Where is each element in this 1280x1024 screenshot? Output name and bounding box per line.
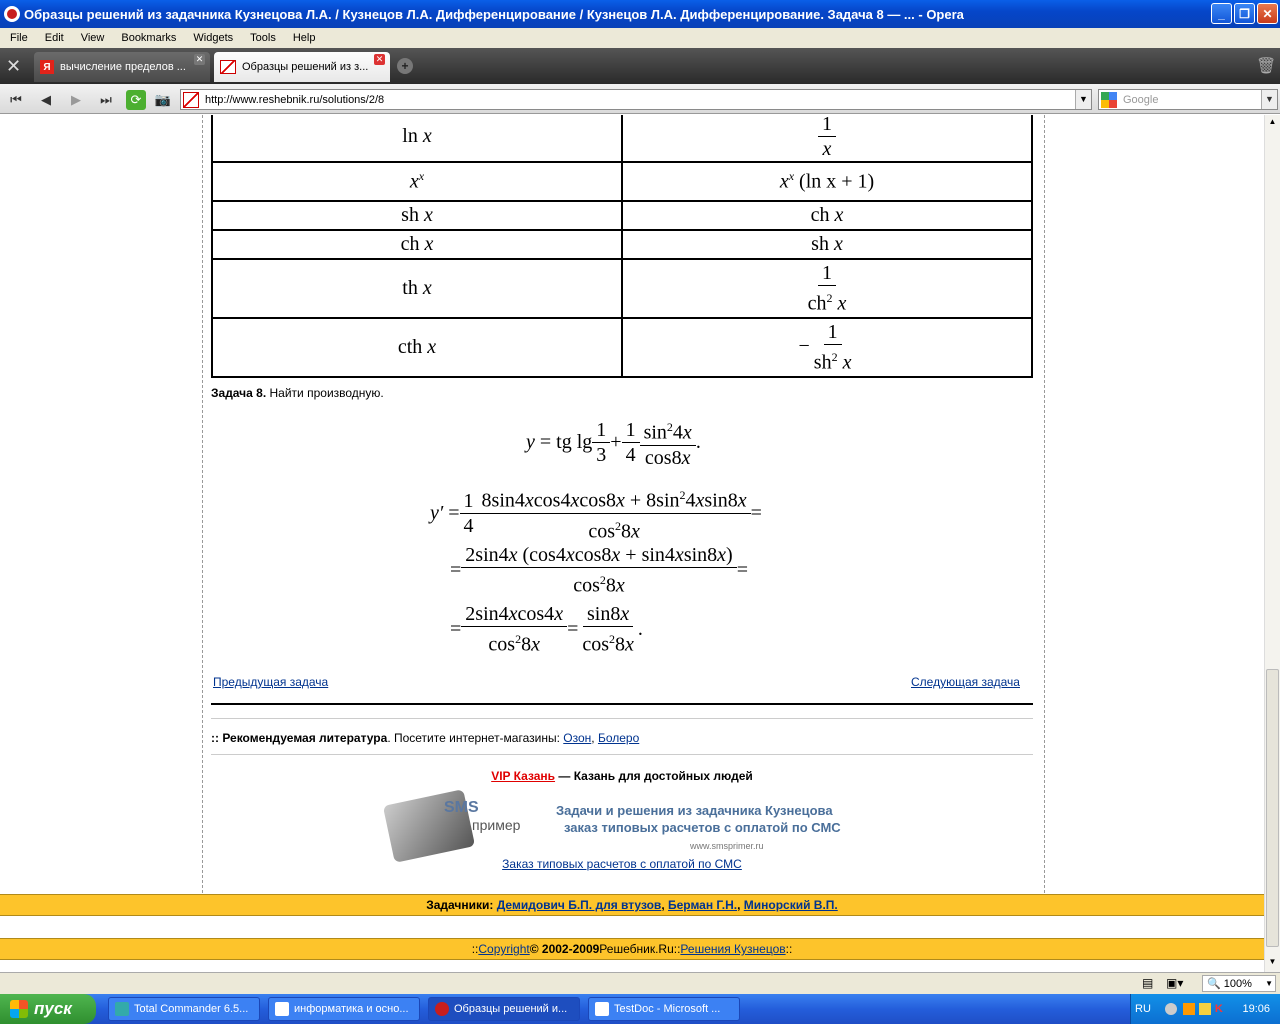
footer-books-bar: Задачники: Демидович Б.П. для втузов, Берман Г.Н., Минорский В.П.: [0, 894, 1264, 916]
maximize-button[interactable]: ❐: [1234, 3, 1255, 24]
bolero-link[interactable]: Болеро: [597, 731, 640, 745]
site-icon: [183, 92, 199, 108]
yandex-icon: Я: [40, 60, 54, 74]
table-row: sh x ch x: [212, 201, 1032, 230]
sms-banner[interactable]: [388, 797, 858, 857]
menu-bar: [0, 28, 1280, 48]
fast-forward-icon[interactable]: ⏭: [100, 92, 112, 107]
start-button[interactable]: пуск: [0, 994, 96, 1024]
copyright-link[interactable]: Copyright: [478, 942, 530, 956]
zoom-control[interactable]: [1202, 975, 1276, 992]
chevron-down-icon[interactable]: ▼: [1075, 90, 1091, 109]
reshebnik-icon: [220, 60, 236, 74]
menu-edit[interactable]: Edit: [44, 32, 64, 44]
berman-link[interactable]: Берман Г.Н.: [667, 898, 738, 912]
task-formula: y = tg lg 1 3 + 1 4 $\sin^24x$ cos8x .: [526, 415, 701, 470]
rewind-icon[interactable]: ⏮: [10, 92, 22, 107]
sms-url: www.smsprimer.ru: [690, 841, 764, 851]
menu-bookmarks[interactable]: Bookmarks: [121, 32, 177, 44]
vertical-scrollbar[interactable]: [1264, 115, 1280, 972]
chevron-down-icon: ▼: [1265, 979, 1273, 988]
network-icon[interactable]: [1165, 1003, 1177, 1015]
divider: [211, 718, 1033, 719]
taskbar: [0, 994, 1280, 1024]
images-icon[interactable]: ▣▾: [1166, 976, 1184, 990]
trash-icon[interactable]: 🗑: [1256, 58, 1277, 75]
window-title: Образцы решений из задачника Кузнецова Л.А. / Кузнецов Л.А. Дифференцирование / Кузнецов Л.А. Дифференцирование. Задача 8 — ... - Opera: [24, 6, 964, 22]
scrollbar-thumb[interactable]: [1266, 669, 1279, 947]
menu-widgets[interactable]: Widgets: [193, 32, 234, 44]
sms-subtitle: пример: [472, 817, 521, 833]
derivatives-table: [211, 115, 1033, 378]
system-tray: [1130, 994, 1280, 1024]
menu-tools[interactable]: Tools: [250, 32, 276, 44]
page-content: [0, 115, 1264, 972]
tools-icon[interactable]: ✕: [6, 56, 22, 76]
zoom-level: 100%: [1223, 977, 1252, 990]
menu-file[interactable]: File: [10, 32, 28, 44]
table-row: ch x sh x: [212, 230, 1032, 259]
camera-icon[interactable]: 📷: [154, 92, 172, 107]
address-url[interactable]: http://www.reshebnik.ru/solutions/2/8: [205, 93, 385, 106]
tab-limits[interactable]: [34, 52, 210, 82]
zoom-icon: 🔍: [1207, 978, 1221, 990]
panels-icon[interactable]: ▤: [1142, 976, 1154, 990]
scroll-down-icon[interactable]: ▼: [1268, 957, 1277, 966]
close-window-button[interactable]: ✕: [1257, 3, 1278, 24]
vip-line: VIP Казань — Казань для достойных людей: [491, 769, 753, 783]
task-testdoc[interactable]: TestDoc - Microsoft ...: [588, 997, 740, 1021]
search-placeholder: Google: [1123, 93, 1159, 106]
chevron-down-icon[interactable]: ▼: [1261, 90, 1277, 109]
sms-title: SMS: [444, 799, 479, 816]
solution-step-3: = 2sin4xcos4x $\cos^28x$ = sin8x $\cos^28x$ .: [450, 603, 643, 656]
table-row: cth x − $\frac{1}{sh^2 x}$: [212, 318, 1032, 377]
reload-icon[interactable]: ⟳: [126, 90, 146, 110]
solution-step-1: y′ = 1 4 $8\sin 4xcos4xcos8x + 8\sin^24xsin8x$ $\cos^28x$ =: [430, 483, 762, 543]
table-row: ln x $\frac{1}{x}$: [212, 115, 1032, 162]
tab-label: вычисление пределов ...: [60, 61, 186, 73]
tab-label: Образцы решений из з...: [242, 61, 369, 73]
prev-task-link[interactable]: Предыдущая задача: [213, 675, 329, 689]
literature-line: :: Рекомендуемая литература. Посетите интернет-магазины: Озон, Болеро: [211, 731, 640, 745]
forward-icon[interactable]: ▶: [71, 92, 81, 107]
table-row: th x $\frac{1}{ch^2 x}$: [212, 259, 1032, 318]
opera-icon: [4, 6, 20, 22]
task-word-informatics[interactable]: информатика и осно...: [268, 997, 420, 1021]
menu-help[interactable]: Help: [292, 32, 316, 44]
navigation-bar: [0, 84, 1280, 114]
new-tab-icon[interactable]: +: [397, 58, 413, 74]
demidovich-link[interactable]: Демидович Б.П. для втузов: [496, 898, 662, 912]
back-icon[interactable]: ◀: [41, 92, 51, 107]
minorsky-link[interactable]: Минорский В.П.: [743, 898, 838, 912]
folder-icon[interactable]: [1199, 1003, 1211, 1015]
search-field[interactable]: [1098, 89, 1278, 110]
media-icon[interactable]: [1183, 1003, 1195, 1015]
window-title-bar: [0, 0, 1280, 28]
tab-close-icon[interactable]: ✕: [375, 54, 384, 64]
word-icon: [595, 1002, 609, 1016]
task-heading: Задача 8. Найти производную.: [211, 386, 384, 400]
word-icon: [275, 1002, 289, 1016]
sms-order-link[interactable]: Заказ типовых расчетов с оплатой по СМС: [502, 857, 742, 871]
task-opera[interactable]: Образцы решений и...: [428, 997, 580, 1021]
divider: [211, 703, 1033, 705]
status-bar: [0, 972, 1280, 994]
tab-solutions[interactable]: [214, 52, 390, 82]
google-icon: [1101, 92, 1117, 108]
kuznetsov-solutions-link[interactable]: Решения Кузнецов: [680, 942, 786, 956]
menu-view[interactable]: View: [80, 32, 105, 44]
antivirus-icon[interactable]: K: [1214, 1003, 1223, 1015]
sms-line2: заказ типовых расчетов с оплатой по СМС: [564, 820, 841, 835]
footer-copyright-bar: :: Copyright © 2002-2009 Решебник.Ru :: Решения Кузнецов ::: [0, 938, 1264, 960]
clock: 19:06: [1242, 1003, 1270, 1015]
sms-line1: Задачи и решения из задачника Кузнецова: [556, 803, 833, 818]
task-total-commander[interactable]: Total Commander 6.5...: [108, 997, 260, 1021]
scroll-up-icon[interactable]: ▲: [1268, 117, 1277, 126]
solution-step-2: = 2sin4x (cos4xcos8x + sin4xsin8x) $\cos^28x$ =: [450, 544, 748, 597]
table-row: $x^x$ $x^x$ (ln x + 1): [212, 162, 1032, 201]
language-indicator[interactable]: RU: [1135, 1003, 1151, 1015]
opera-icon: [435, 1002, 449, 1016]
divider: [211, 754, 1033, 755]
tab-bar: [0, 48, 1280, 84]
next-task-link[interactable]: Следующая задача: [911, 675, 1020, 689]
ozon-link[interactable]: Озон: [563, 731, 592, 745]
tab-close-icon[interactable]: ✕: [195, 54, 204, 64]
total-commander-icon: [115, 1002, 129, 1016]
minimize-button[interactable]: _: [1211, 3, 1232, 24]
address-bar[interactable]: [180, 89, 1092, 110]
windows-logo-icon: [10, 1000, 28, 1018]
vip-link[interactable]: VIP Казань: [491, 769, 556, 783]
